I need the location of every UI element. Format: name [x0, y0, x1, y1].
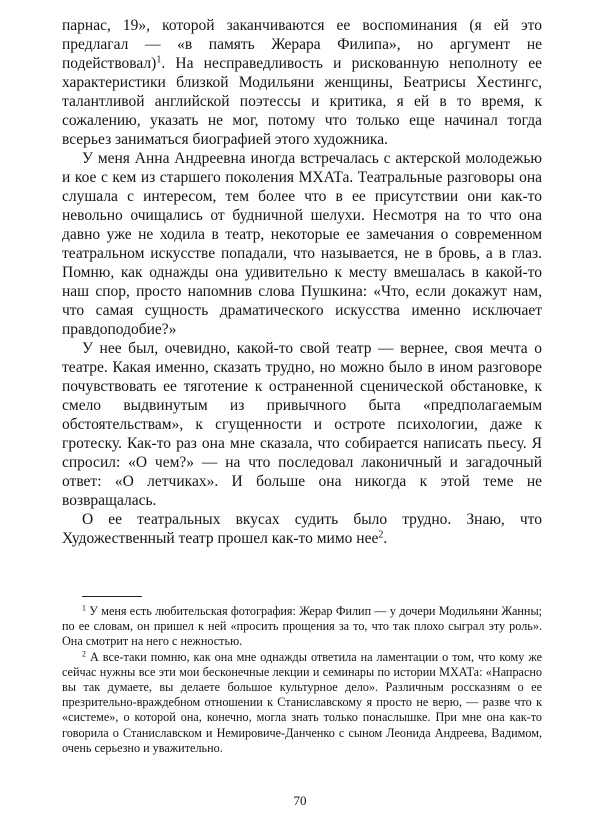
footnote-1: [62, 604, 542, 650]
footnote-2-marker: 2: [82, 649, 86, 659]
paragraph-4-end: .: [383, 530, 388, 547]
paragraph-1-text-a: парнас, 19», которой заканчиваются ее воспоминания (я ей это предлагал — «в память Жерара Филипа», но аргумент не подействовал): [62, 17, 542, 72]
paragraph-2: У меня Анна Андреевна иногда встречалась с актерской молодежью и кое с кем из старшего поколения МХАТа. Театральные разговоры она слушала с интересом, тем более что в ее присутствии они как-то невольно очищались от будничной шелухи. Несмотря на то что она давно уже не ходила в театр, некоторые ее замечания о современном театральном искусстве попадали, что называется, не в бровь, а в глаз. Помню, как однажды она удивительно к месту вмешалась в какой-то наш спор, просто напомнив слова Пушкина: «Что, если докажут нам, что самая сущность драматического искусства именно исключает правдоподобие?»: [62, 150, 542, 338]
footnote-1-text: У меня есть любительская фотография: Жерар Филип — у дочери Модильяни Жанны; по ее словам, он пришел к ней «просить прощения за то, что так плохо сыграл эту роль». Она смотрит на него с нежностью.: [62, 604, 543, 649]
page-number: 70: [293, 793, 307, 808]
footnote-ref-1: 1: [156, 54, 162, 66]
paragraph-1-text-b: . На несправедливость и рискованную неполноту ее характеристики близкой Модильяни женщины, Беатрисы Хестингс, талантливой английской поэтессы и критика, я ей в то время, к сожалению, указать не мог, потому что только еще начинал тогда всерьез заниматься биографией этого художника.: [62, 55, 542, 148]
footnote-2: [62, 650, 542, 756]
main-text: [62, 16, 542, 548]
footnote-2-text: А все-таки помню, как она мне однажды ответила на ламентации о том, что кому же сейчас нужны все эти мои бесконечные лекции и семинары по истории МХАТа: «Напрасно вы так думаете, вы делаете большое культурное дело». Различным россказням о ее презрительно-враждебном отношении к Станиславскому я просто не верю, — разве что к «системе», о которой она, конечно, могла знать только понаслышке. При мне она как-то говорила о Станиславском и Немировиче-Данченко с сыном Леонида Андреева, Вадимом, очень серьезно и уважительно.: [62, 649, 542, 755]
paragraph-4: [62, 510, 542, 548]
footnote-1-marker: 1: [82, 603, 86, 613]
paragraph-4-text: О ее театральных вкусах судить было трудно. Знаю, что Художественный театр прошел как-то мимо нее: [62, 511, 542, 547]
footnotes: [62, 604, 542, 756]
paragraph-1: [62, 16, 542, 149]
paragraph-3: У нее был, очевидно, какой-то свой театр — вернее, своя мечта о театре. Какая именно, сказать трудно, но можно было в ином разговоре почувствовать ее тяготение к остраненной сценической обстановке, к смело выдвинутым из привычного быта «предполагаемым обстоятельствам», к сгущенности и остроте психологии, даже к гротеску. Как-то раз она мне сказала, что собирается написать пьесу. Я спросил: «О чем?» — на что последовал лаконичный и загадочный ответ: «О летчиках». И больше она никогда к этой теме не возвращалась.: [62, 340, 542, 509]
footnote-separator: [82, 596, 142, 597]
footnote-ref-2: 2: [378, 529, 384, 541]
